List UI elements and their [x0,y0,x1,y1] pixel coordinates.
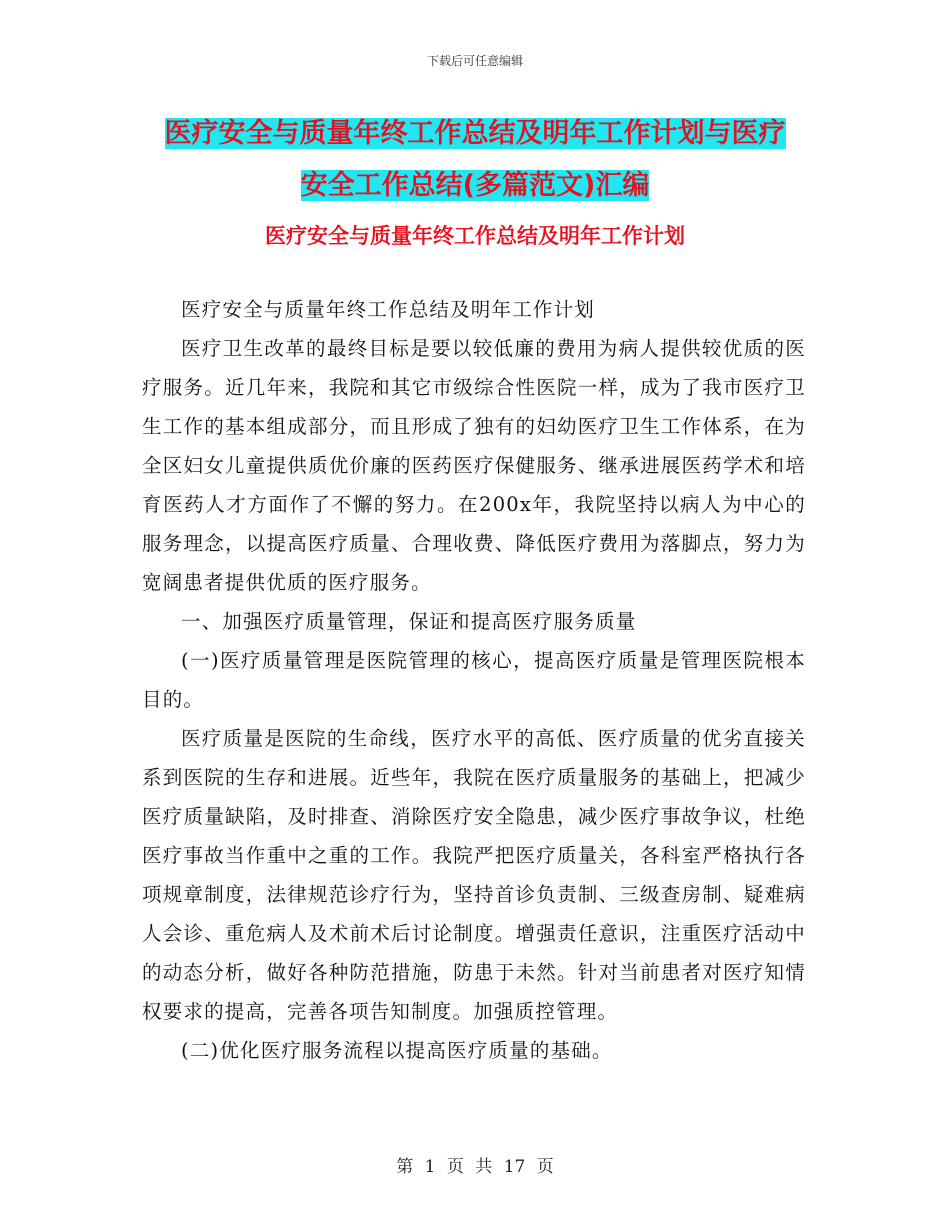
document-main-title [140,108,810,212]
document-body [142,290,806,1070]
main-title-line-1: 医疗安全与质量年终工作总结及明年工作计划与医疗 [164,118,786,149]
page-number-footer: 第 1 页 共 17 页 [396,1157,554,1177]
header-note: 下载后可任意编辑 [426,54,523,68]
paragraph-heading: 医疗安全与质量年终工作总结及明年工作计划 [181,298,596,321]
paragraph-quality: 医疗质量是医院的生命线，医疗水平的高低、医疗质量的优劣直接关系到医院的生存和进展。近些年，我院在医疗质量服务的基础上，把减少医疗质量缺陷，及时排查、消除医疗安全隐患，减少医疗事故争议，杜绝医疗事故当作重中之重的工作。我院严把医疗质量关，各科室严格执行各项规章制度，法律规范诊疗行为，坚持首诊负责制、三级查房制、疑难病人会诊、重危病人及术前术后讨论制度。增强责任意识，注重医疗活动中的动态分析，做好各种防范措施，防患于未然。针对当前患者对医疗知情权要求的提高，完善各项告知制度。加强质控管理。 [142,727,806,1023]
paragraph-subsection-1: (一)医疗质量管理是医院管理的核心，提高医疗质量是管理医院根本目的。 [142,649,806,711]
main-title-line-2: 安全工作总结(多篇范文)汇编 [300,170,650,201]
paragraph-intro: 医疗卫生改革的最终目标是要以较低廉的费用为病人提供较优质的医疗服务。近几年来，我院和其它市级综合性医院一样，成为了我市医疗卫生工作的基本组成部分，而且形成了独有的妇幼医疗卫生工作体系，在为全区妇女儿童提供质优价廉的医药医疗保健服务、继承进展医药学术和培育医药人才方面作了不懈的努力。在200x年，我院坚持以病人为中心的服务理念，以提高医疗质量、合理收费、降低医疗费用为落脚点，努力为宽阔患者提供优质的医疗服务。 [142,337,806,594]
paragraph-section-1: 一、加强医疗质量管理，保证和提高医疗服务质量 [181,610,637,633]
section-title: 医疗安全与质量年终工作总结及明年工作计划 [265,224,685,248]
paragraph-subsection-2: (二)优化医疗服务流程以提高医疗质量的基础。 [181,1039,613,1062]
